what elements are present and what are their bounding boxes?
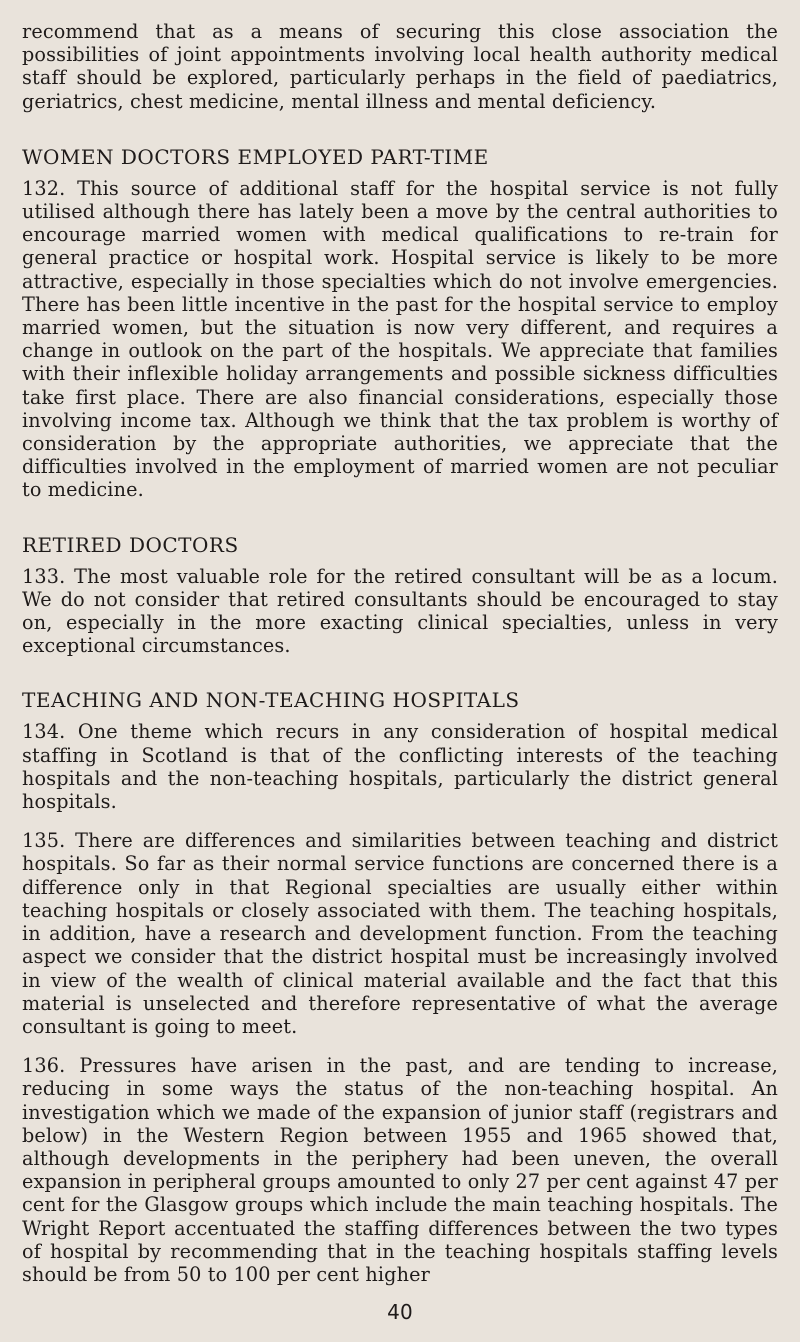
paragraph-132: 132. This source of additional staff for the hospital service is not fully utilised although there has lately been a move by the central authorities to encourage married women with medical qualifications to re-train for general practice or hospital work. Hospital service is likely to be more attractive, especially in those specialties which do not involve emergencies. There has been little incentive in the past for the hospital service to employ married women, but the situation is now very different, and requires a change in outlook on the part of the hospitals. We appreciate that families with their inflexible holiday arrangements and possible sickness difficulties take first place. There are also financial considerations, especially those involving income tax. Although we think that the tax problem is worthy of consideration by the appropriate authorities, we appreciate that the difficulties involved in the employment of married women are not peculiar to medicine. <box>22 176 778 502</box>
section-heading: WOMEN DOCTORS EMPLOYED PART-TIME <box>22 144 489 169</box>
paragraph-134: 134. One theme which recurs in any consideration of hospital medical staffing in Scotland is that of the conflicting interests of the teaching hospitals and the non-teaching hospitals, particularly the district general hospitals. <box>22 720 778 814</box>
page-number: 40 <box>387 1300 413 1324</box>
section-women-doctors <box>22 145 778 502</box>
paragraph-133: 133. The most valuable role for the retired consultant will be as a locum. We do not consider that retired consultants should be encouraged to stay on, especially in the more exacting clinical specialties, unless in very exceptional circumstances. <box>22 564 778 658</box>
section-heading: TEACHING AND NON-TEACHING HOSPITALS <box>22 688 520 713</box>
document-body <box>22 20 778 1286</box>
section-retired-doctors <box>22 533 778 658</box>
paragraph-135: 135. There are differences and similarities between teaching and district hospitals. So far as their normal service functions are concerned there is a difference only in that Regional specialties are usually either within teaching hospitals or closely associated with them. The teaching hospitals, in addition, have a research and development function. From the teaching aspect we consider that the district hospital must be increasingly involved in view of the wealth of clinical material available and the fact that this material is unselected and therefore representative of what the average consultant is going to meet. <box>22 829 778 1038</box>
section-heading: RETIRED DOCTORS <box>22 532 239 557</box>
section-teaching-hospitals <box>22 688 778 1286</box>
intro-paragraph: recommend that as a means of securing this close association the possibilities of joint appointments involving local health authority medical staff should be explored, particularly perhaps in the field of paediatrics, geriatrics, chest medicine, mental illness and mental deficiency. <box>22 20 778 113</box>
paragraph-136: 136. Pressures have arisen in the past, and are tending to increase, reducing in some ways the status of the non-teaching hospital. An investigation which we made of the expansion of junior staff (registrars and below) in the Western Region between 1955 and 1965 showed that, although developments in the periphery had been uneven, the overall expansion in peripheral groups amounted to only 27 per cent against 47 per cent for the Glasgow groups which include the main teaching hospitals. The Wright Report accentuated the staffing differences between the two types of hospital by recommending that in the teaching hospitals staffing levels should be from 50 to 100 per cent higher <box>22 1054 778 1286</box>
